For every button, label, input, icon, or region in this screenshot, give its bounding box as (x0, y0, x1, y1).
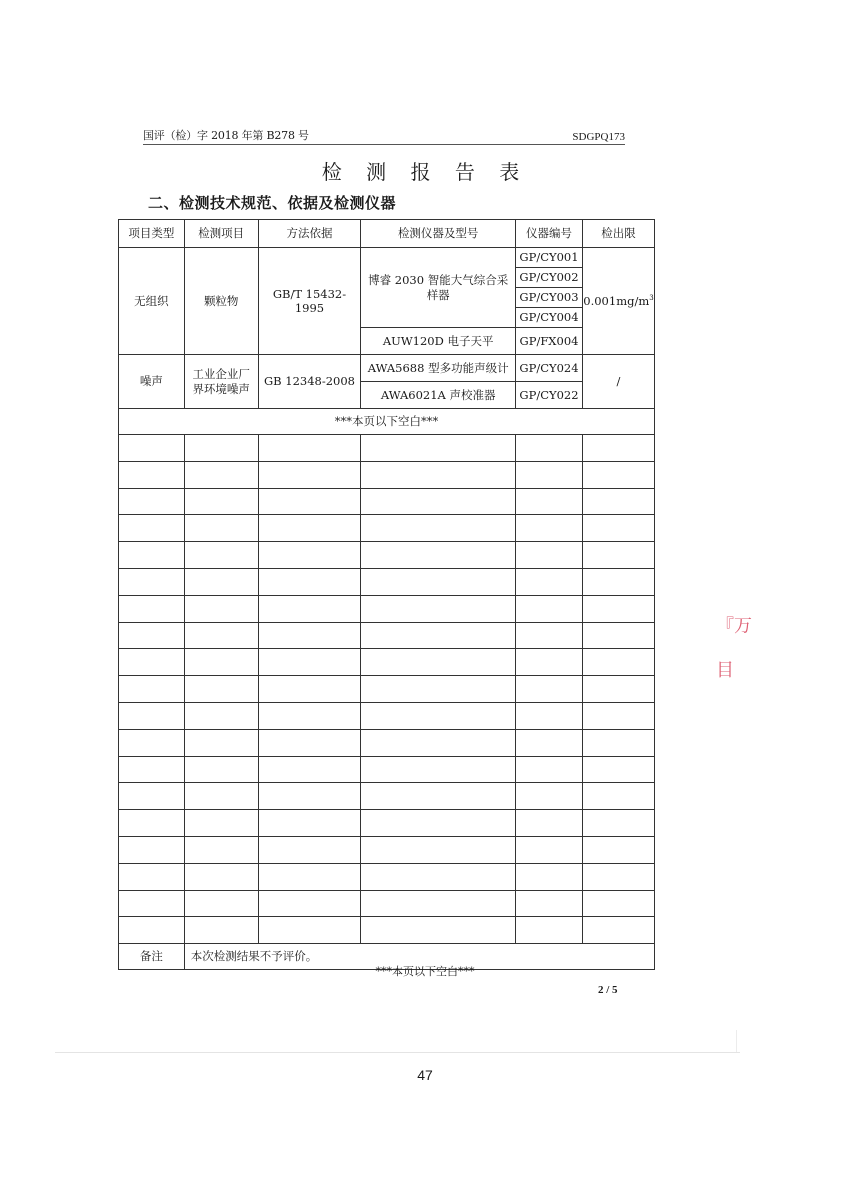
empty-cell (582, 461, 654, 488)
empty-cell (119, 622, 185, 649)
empty-cell (119, 676, 185, 703)
instrument-table (118, 219, 655, 970)
empty-cell (516, 890, 583, 917)
empty-cell (582, 890, 654, 917)
empty-cell (516, 676, 583, 703)
empty-cell (258, 461, 361, 488)
empty-cell (516, 435, 583, 462)
empty-cell (582, 649, 654, 676)
empty-cell (361, 729, 516, 756)
empty-table-row (119, 595, 655, 622)
empty-cell (516, 783, 583, 810)
empty-cell (361, 810, 516, 837)
empty-table-row (119, 863, 655, 890)
empty-cell (119, 435, 185, 462)
empty-cell (361, 515, 516, 542)
empty-cell (361, 890, 516, 917)
empty-table-row (119, 890, 655, 917)
empty-cell (119, 890, 185, 917)
report-number: 国评（检）字 2018 年第 B278 号 (143, 129, 309, 142)
empty-cell (258, 622, 361, 649)
empty-cell (184, 649, 258, 676)
empty-cell (258, 676, 361, 703)
empty-cell (516, 756, 583, 783)
empty-cell (119, 917, 185, 944)
empty-cell (361, 863, 516, 890)
empty-cell (184, 702, 258, 729)
table-row (119, 409, 655, 435)
item-cell: 颗粒物 (184, 248, 258, 355)
table-row (119, 248, 655, 268)
empty-cell (184, 890, 258, 917)
empty-cell (258, 863, 361, 890)
empty-cell (582, 515, 654, 542)
instrument-cell: 博睿 2030 智能大气综合采样器 (361, 248, 516, 328)
scan-edge-line (736, 1030, 737, 1052)
empty-cell (582, 729, 654, 756)
empty-cell (361, 917, 516, 944)
empty-cell (516, 568, 583, 595)
empty-cell (582, 863, 654, 890)
empty-cell (582, 702, 654, 729)
empty-table-row (119, 568, 655, 595)
empty-cell (119, 836, 185, 863)
empty-cell (582, 595, 654, 622)
empty-cell (184, 917, 258, 944)
empty-cell (119, 783, 185, 810)
empty-cell (516, 649, 583, 676)
page-header (143, 130, 625, 145)
table-header-row (119, 220, 655, 248)
empty-cell (184, 461, 258, 488)
empty-cell (184, 515, 258, 542)
empty-cell (184, 488, 258, 515)
book-page-number: 47 (417, 1067, 433, 1083)
empty-cell (258, 890, 361, 917)
empty-table-row (119, 783, 655, 810)
empty-table-row (119, 515, 655, 542)
empty-cell (258, 702, 361, 729)
empty-cell (258, 783, 361, 810)
empty-cell (119, 568, 185, 595)
empty-table-row (119, 461, 655, 488)
page-title: 检 测 报 告 表 (321, 160, 529, 184)
empty-cell (184, 836, 258, 863)
instrument-id-cell: GP/CY024 (516, 355, 583, 382)
empty-table-row (119, 622, 655, 649)
empty-cell (361, 676, 516, 703)
empty-cell (258, 649, 361, 676)
instrument-cell: AWA6021A 声校准器 (361, 382, 516, 409)
empty-cell (258, 810, 361, 837)
empty-cell (258, 488, 361, 515)
empty-table-row (119, 676, 655, 703)
instrument-id-cell: GP/CY022 (516, 382, 583, 409)
empty-cell (119, 729, 185, 756)
empty-cell (516, 702, 583, 729)
empty-cell (361, 595, 516, 622)
empty-cell (582, 622, 654, 649)
empty-cell (361, 488, 516, 515)
empty-cell (258, 836, 361, 863)
empty-cell (119, 863, 185, 890)
instrument-id-cell: GP/CY001 (516, 248, 583, 268)
empty-cell (582, 810, 654, 837)
empty-table-row (119, 917, 655, 944)
page-number: 2 / 5 (598, 984, 618, 996)
empty-cell (184, 595, 258, 622)
empty-cell (582, 917, 654, 944)
empty-table-row (119, 702, 655, 729)
empty-cell (516, 729, 583, 756)
method-cell: GB/T 15432-1995 (258, 248, 361, 355)
column-header: 项目类型 (119, 220, 185, 248)
empty-cell (184, 863, 258, 890)
empty-cell (184, 729, 258, 756)
empty-cell (582, 836, 654, 863)
empty-table-row (119, 649, 655, 676)
empty-cell (361, 649, 516, 676)
empty-cell (582, 568, 654, 595)
empty-cell (516, 595, 583, 622)
scan-edge-line (55, 1052, 740, 1053)
empty-cell (258, 515, 361, 542)
seal-stamp-fragment: 『万 目 (716, 616, 752, 681)
instrument-id-cell: GP/FX004 (516, 328, 583, 355)
column-header: 检出限 (582, 220, 654, 248)
empty-cell (184, 542, 258, 569)
empty-cell (119, 542, 185, 569)
empty-cell (516, 917, 583, 944)
empty-cell (361, 783, 516, 810)
empty-cell (582, 435, 654, 462)
method-cell: GB 12348-2008 (258, 355, 361, 409)
footer-blank-notice: ***本页以下空白*** (375, 965, 475, 978)
empty-cell (516, 542, 583, 569)
table-row (119, 355, 655, 382)
column-header: 检测仪器及型号 (361, 220, 516, 248)
empty-cell (516, 515, 583, 542)
empty-cell (119, 810, 185, 837)
empty-cell (361, 756, 516, 783)
empty-cell (258, 756, 361, 783)
limit-cell: $0.001mg/m^3$ (582, 248, 654, 355)
empty-cell (258, 568, 361, 595)
empty-cell (119, 488, 185, 515)
column-header: 检测项目 (184, 220, 258, 248)
empty-rows (119, 435, 655, 944)
note-text: 本次检测结果不予评价。 (184, 944, 654, 970)
instrument-id-cell: GP/CY003 (516, 288, 583, 308)
item-type-cell: 噪声 (119, 355, 185, 409)
instrument-cell: AWA5688 型多功能声级计 (361, 355, 516, 382)
empty-cell (119, 515, 185, 542)
empty-cell (361, 702, 516, 729)
empty-cell (184, 810, 258, 837)
empty-cell (582, 676, 654, 703)
empty-table-row (119, 435, 655, 462)
empty-cell (119, 595, 185, 622)
empty-cell (361, 435, 516, 462)
empty-table-row (119, 810, 655, 837)
empty-cell (361, 568, 516, 595)
empty-cell (582, 756, 654, 783)
item-type-cell: 无组织 (119, 248, 185, 355)
empty-cell (361, 622, 516, 649)
instrument-id-cell: GP/CY002 (516, 268, 583, 288)
note-label: 备注 (119, 944, 185, 970)
section-title: 二、检测技术规范、依据及检测仪器 (148, 194, 397, 212)
empty-cell (361, 836, 516, 863)
limit-cell: / (582, 355, 654, 409)
empty-cell (184, 783, 258, 810)
empty-cell (258, 917, 361, 944)
empty-cell (184, 756, 258, 783)
empty-cell (516, 622, 583, 649)
empty-cell (184, 676, 258, 703)
doc-code: SDGPQ173 (572, 131, 625, 143)
empty-cell (582, 542, 654, 569)
empty-table-row (119, 756, 655, 783)
empty-cell (184, 568, 258, 595)
empty-cell (258, 595, 361, 622)
empty-cell (258, 729, 361, 756)
empty-table-row (119, 542, 655, 569)
empty-cell (361, 461, 516, 488)
empty-cell (582, 783, 654, 810)
empty-table-row (119, 836, 655, 863)
empty-cell (516, 461, 583, 488)
empty-table-row (119, 729, 655, 756)
column-header: 仪器编号 (516, 220, 583, 248)
empty-cell (184, 622, 258, 649)
column-header: 方法依据 (258, 220, 361, 248)
empty-cell (516, 836, 583, 863)
empty-cell (119, 461, 185, 488)
instrument-cell: AUW120D 电子天平 (361, 328, 516, 355)
empty-cell (516, 810, 583, 837)
empty-cell (119, 702, 185, 729)
empty-cell (516, 863, 583, 890)
instrument-id-cell: GP/CY004 (516, 308, 583, 328)
empty-cell (516, 488, 583, 515)
blank-notice-cell: ***本页以下空白*** (119, 409, 655, 435)
empty-table-row (119, 488, 655, 515)
empty-cell (258, 435, 361, 462)
empty-cell (582, 488, 654, 515)
empty-cell (119, 649, 185, 676)
empty-cell (184, 435, 258, 462)
empty-cell (258, 542, 361, 569)
empty-cell (119, 756, 185, 783)
item-cell: 工业企业厂界环境噪声 (184, 355, 258, 409)
empty-cell (361, 542, 516, 569)
